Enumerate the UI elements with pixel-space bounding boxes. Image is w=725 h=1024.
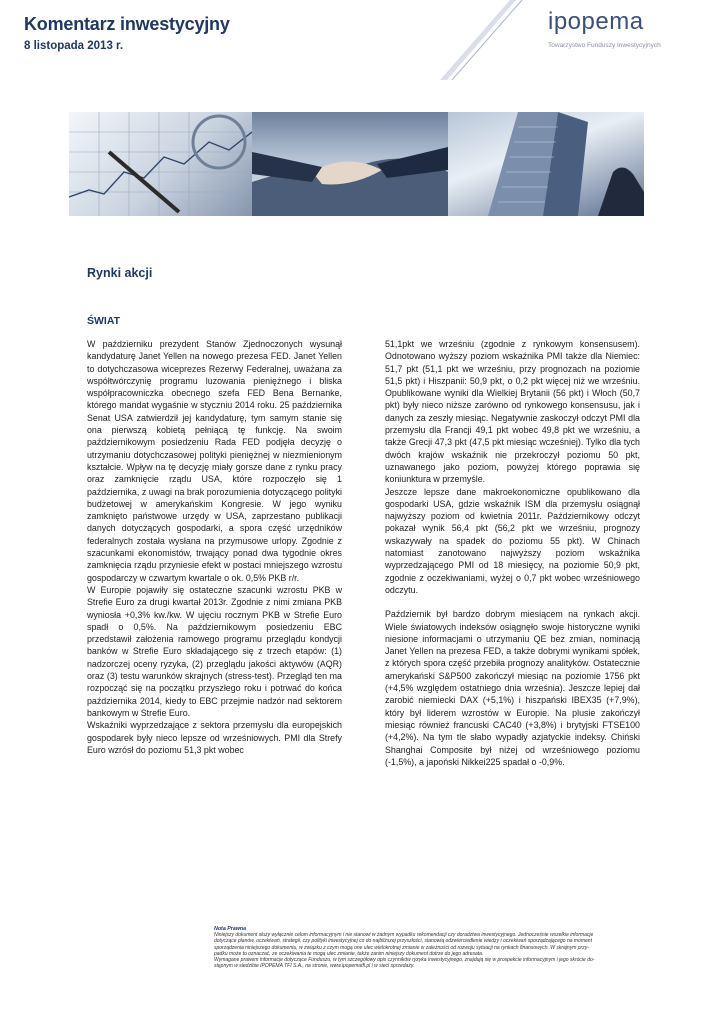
legal-note-line: dotyczące planów, oczekiwań, strategii, czy polityki inwestycyjnej co do najbliższej przyszłości, stanowią odzwierciedlenie wiedzy i oczekiwań sporządzającego na moment	[214, 938, 592, 945]
chart-with-pen-image	[69, 112, 252, 216]
ipopema-logo	[548, 8, 678, 56]
legal-note-line: stępnym w siedzibie IPOPEMA TFI S.A., na stronie, www.ipopematfi.pl i w sieci sprzedaży.	[214, 963, 415, 970]
logo-wordmark: ipopema	[548, 8, 644, 35]
paragraph: Jeszcze lepsze dane makroekonomiczne opublikowano dla gospodarki USA, gdzie wskaźnik ISM dla przemysłu osiągnął najwyższy poziom od kwietnia 2011r. Październikowy odczyt pokazał wynik 56,4 pkt (56,2 pkt we wrześniu, prognozy wskazywały na spadek do poziomu 55 pkt). W Chinach natomiast zanotowano najwyższy poziom wskaźnika wyprzedzającego PMI od 18 miesięcy, na poziomie 50,9 pkt, zgodnie z oczekiwaniami, wyżej o 0,7 pkt wobec wrześniowego odczytu.	[385, 486, 640, 595]
paragraph-gap	[385, 596, 640, 608]
legal-note-line: sporządzenia niniejszego dokumentu, w związku z czym mogą one ulec wielokrotnej zmianie w zależności od rozwoju sytuacji na rynkach finansowych. W skrajnym przy-	[214, 944, 589, 951]
header-banner-image	[69, 112, 644, 216]
skyscraper-with-hand-image	[448, 112, 644, 216]
right-text-column	[385, 338, 640, 768]
document-date: 8 listopada 2013 r.	[24, 40, 124, 52]
legal-note-line: Niniejszy dokument służy wyłącznie celom informacyjnym i nie stanowi w żadnym wypadku rekomendacji czy doradztwa inwestycyjnego. Jednocześnie wszelkie informacje	[214, 932, 594, 939]
legal-note	[214, 926, 642, 969]
handshake-image	[252, 112, 448, 216]
paragraph: Wskaźniki wyprzedzające z sektora przemysłu dla europejskich gospodarek były nieco lepsze od wrześniowych. PMI dla Strefy Euro wzrósł do poziomu 51,3 pkt wobec	[87, 720, 342, 755]
legal-note-line: Wymagane prawem informacje dotyczące Funduszu, w tym szczegółowy opis czynników ryzyka inwestycyjnego, znajdują się w prospekcie informacyjnym i jego skrócie do-	[214, 957, 595, 964]
subsection-title: ŚWIAT	[87, 315, 121, 327]
section-title: Rynki akcji	[87, 266, 153, 280]
logo-subtitle: Towarzystwo Funduszy Inwestycyjnych	[548, 42, 661, 49]
paragraph: W październiku prezydent Stanów Zjednoczonych wysunął kandydaturę Janet Yellen na nowego prezesa FED. Janet Yellen to dotychczasowa wiceprezes Rezerwy Federalnej, uważana za współtwórczynię programu luzowania pieniężnego i bliska współpracowniczka obecnego szefa FED Bena Bernanke, którego mandat wygaśnie w styczniu 2014 roku. 25 października Senat USA zatwierdził jej kandydaturę, tym samym stanie się ona pierwszą kobietą pełniącą tę funkcję. Na swoim październikowym posiedzeniu Rada FED podjęła decyzję o utrzymaniu dotychczasowej polityki pieniężnej w niezmienionym kształcie. Wpływ na tę decyzję miały gorsze dane z rynku pracy oraz zamknięcie rządu USA, które rozpoczęło się 1 października, z uwagi na brak porozumienia dotyczącego polityki budżetowej w amerykańskim Kongresie. W jego wyniku zamknięto państwowe urzędy w USA, zaprzestano publikacji danych dotyczących gospodarki, a spora część urzędników federalnych została wysłana na przymusowe urlopy. Zgodnie z szacunkami ekonomistów, trwający ponad dwa tygodnie okres zamknięcia rządu przyniesie efekt w postaci mniejszego wzrostu gospodarczy w czwartym kwartale o ok. 0,5% PKB r/r.	[87, 339, 342, 583]
legal-note-line: padku może to oznaczać, ze oczekiwania te mogą ulec zmianie, także zanim niniejszy dokument dotrze do jego adresata.	[214, 950, 484, 957]
paragraph: 51,1pkt we wrześniu (zgodnie z rynkowym konsensusem). Odnotowano wyższy poziom wskaźnika PMI także dla Niemiec: 51,7 pkt (51,1 pkt we wrześniu, przy prognozach na poziomie 51,5 pkt) i Hiszpanii: 50,9 pkt, o 0,2 pkt więcej niż we wrześniu. Opublikowane wyniki dla Wielkiej Brytanii (56 pkt) i Włoch (50,7 pkt) były nieco niższe zarówno od rynkowego konsensusu, jak i danych za zeszły miesiąc. Negatywnie zaskoczył odczyt PMI dla przemysłu dla Francji 49,1 pkt wobec 49,8 pkt we wrześniu, a także Grecji 47,3 pkt (47,5 pkt miesiąc wcześniej). Tylko dla tych dwóch krajów wskaźnik nie przekroczył poziomu 50 pkt, uznawanego jako poziom, powyżej którego poprawia się koniunktura w przemyśle.	[385, 339, 640, 485]
paragraph: W Europie pojawiły się ostateczne szacunki wzrostu PKB w Strefie Euro za drugi kwartał 2013r. Zgodnie z nimi zmiana PKB wyniosła +0,3% kw./kw. W ujęciu rocznym PKB w Strefie Euro spadł o 0,5%. Na październikowym posiedzeniu EBC przedstawił założenia ramowego programu przeglądu kondycji banków w Strefie Euro składającego się z trzech etapów: (1) nadzorczej oceny ryzyka, (2) przeglądu jakości aktywów (AQR) oraz (3) testu warunków skrajnych (stress-test). Przegląd ten ma rozpocząć się na początku przyszłego roku i potrwać do końca października 2014, kiedy to EBC przejmie nadzór nad sektorem bankowym w Strefie Euro.	[87, 584, 342, 718]
left-text-column	[87, 338, 342, 756]
document-title: Komentarz inwestycyjny	[24, 14, 230, 34]
paragraph: Październik był bardzo dobrym miesiącem na rynkach akcji. Wiele światowych indeksów osiągnęło swoje historyczne wyniki niesione informacjami o utrzymaniu QE bez zmian, nominacją Janet Yellen na prezesa FED, a także dobrymi wynikami spółek, z których spora część przebiła prognozy analityków. Ostatecznie amerykański S&P500 zakończył miesiąc na poziomie 1756 pkt (+4,5% względem ostatniego dnia września). Jeszcze lepiej dał zarobić niemiecki DAX (+5,1%) i hiszpański IBEX35 (+7,9%), który był liderem wzrostów w Europie. Na plusie zakończył miesiąc również francuski CAC40 (+3,8%) i brytyjski FTSE100 (+4,2%). Na tym tle słabo wypadły azjatyckie indeksy. Chiński Shanghai Composite był niżej od wrześniowego poziomu (-1,5%), a japoński Nikkei225 spadał o -0,9%.	[385, 609, 640, 767]
legal-note-title: Nota Prawna	[214, 926, 247, 932]
